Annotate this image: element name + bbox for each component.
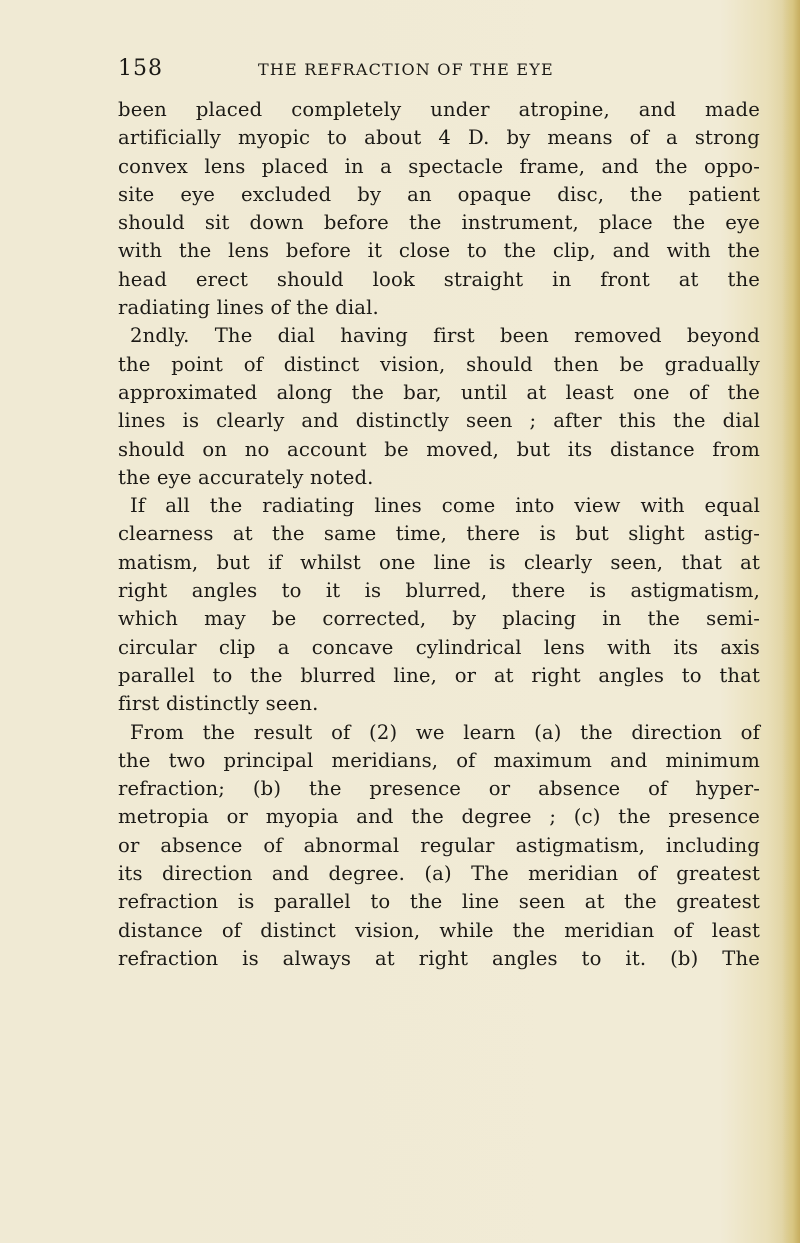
text-line: refraction; (b) the presence or absence of hyper- xyxy=(118,777,760,801)
page-header xyxy=(118,56,758,90)
text-line: head erect should look straight in front at the xyxy=(118,267,760,291)
text-line: 2ndly. The dial having first been removed beyond xyxy=(130,324,760,348)
text-line: the eye accurately noted. xyxy=(118,465,374,489)
page-edge-shadow xyxy=(782,0,800,1243)
text-line: From the result of (2) we learn (a) the direction of xyxy=(130,720,760,744)
text-line: approximated along the bar, until at least one of the xyxy=(118,380,760,404)
text-line: radiating lines of the dial. xyxy=(118,296,379,320)
text-line: metropia or myopia and the degree ; (c) the presence xyxy=(118,805,760,829)
text-line: matism, but if whilst one line is clearly seen, that at xyxy=(118,550,760,574)
text-line: If all the radiating lines come into view with equal xyxy=(130,494,760,518)
text-line: which may be corrected, by placing in the semi- xyxy=(118,607,760,631)
text-line: clearness at the same time, there is but slight astig- xyxy=(118,522,760,546)
text-line: should sit down before the instrument, place the eye xyxy=(118,211,760,235)
text-line: the two principal meridians, of maximum and minimum xyxy=(118,748,760,772)
text-line: artificially myopic to about 4 D. by means of a strong xyxy=(118,126,760,150)
text-line: or absence of abnormal regular astigmatism, including xyxy=(118,833,760,857)
page-number: 158 xyxy=(118,56,163,81)
text-line: lines is clearly and distinctly seen ; after this the dial xyxy=(118,409,760,433)
text-line: parallel to the blurred line, or at right angles to that xyxy=(118,663,760,687)
body-text xyxy=(118,96,760,973)
text-line: circular clip a concave cylindrical lens with its axis xyxy=(118,635,760,659)
text-line: refraction is always at right angles to it. (b) The xyxy=(118,946,760,970)
text-line: the point of distinct vision, should then be gradually xyxy=(118,352,760,376)
text-line: refraction is parallel to the line seen at the greatest xyxy=(118,890,760,914)
text-line: right angles to it is blurred, there is astigmatism, xyxy=(118,579,760,603)
text-line: site eye excluded by an opaque disc, the patient xyxy=(118,182,760,206)
text-line: convex lens placed in a spectacle frame, and the oppo- xyxy=(118,154,760,178)
text-line: been placed completely under atropine, and made xyxy=(118,98,760,121)
text-line: distance of distinct vision, while the meridian of least xyxy=(118,918,760,942)
text-line: should on no account be moved, but its distance from xyxy=(118,437,760,461)
running-head: THE REFRACTION OF THE EYE xyxy=(258,60,554,79)
text-line: first distinctly seen. xyxy=(118,692,319,716)
text-line: with the lens before it close to the clip, and with the xyxy=(118,239,760,263)
text-line: its direction and degree. (a) The meridian of greatest xyxy=(118,862,760,886)
